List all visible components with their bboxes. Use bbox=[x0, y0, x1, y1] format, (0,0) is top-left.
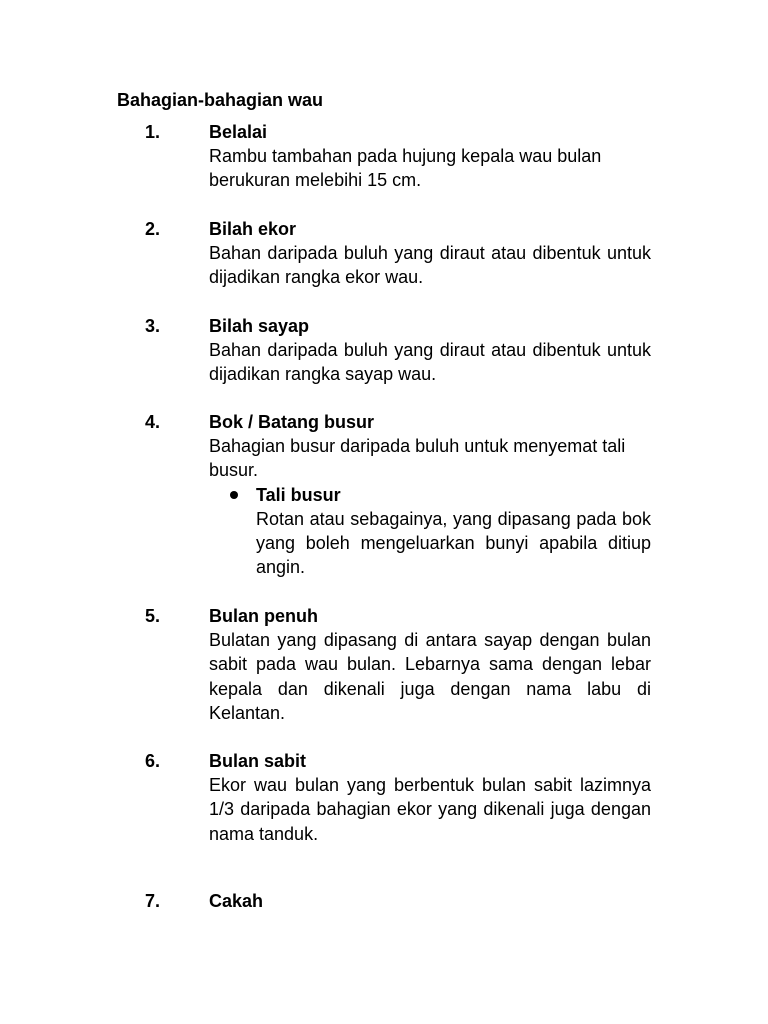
item-description: Rambu tambahan pada hujung kepala wau bulan berukuran melebihi 15 cm. bbox=[209, 146, 602, 191]
item-description: Ekor wau bulan yang berbentuk bulan sabit lazimnya 1/3 daripada bahagian ekor yang dikenali juga dengan nama tanduk. bbox=[209, 775, 651, 844]
item-body bbox=[209, 120, 651, 193]
item-body bbox=[209, 410, 651, 579]
item-heading: Bok / Batang busur bbox=[209, 412, 375, 432]
item-number: 3. bbox=[145, 316, 161, 336]
item-number: 6. bbox=[145, 751, 161, 771]
item-heading: Belalai bbox=[209, 122, 268, 142]
item-number: 7. bbox=[145, 891, 161, 911]
item-number: 5. bbox=[145, 606, 161, 626]
item-description: Bahan daripada buluh yang diraut atau dibentuk untuk dijadikan rangka sayap wau. bbox=[209, 340, 651, 385]
item-description: Bahan daripada buluh yang diraut atau dibentuk untuk dijadikan rangka ekor wau. bbox=[209, 243, 651, 288]
sub-item-tali-busur bbox=[209, 483, 651, 580]
bullet-icon bbox=[230, 491, 238, 499]
item-heading: Bulan sabit bbox=[209, 751, 307, 771]
item-number: 4. bbox=[145, 412, 161, 432]
item-number: 1. bbox=[145, 122, 161, 142]
item-number: 2. bbox=[145, 219, 161, 239]
item-body bbox=[209, 604, 651, 725]
sub-item-heading: Tali busur bbox=[256, 484, 341, 505]
item-description: Bulatan yang dipasang di antara sayap dengan bulan sabit pada wau bulan. Lebarnya sama dengan lebar kepala dan dikenali juga dengan nama labu di Kelantan. bbox=[209, 630, 651, 723]
document-title: Bahagian-bahagian wau bbox=[117, 90, 324, 110]
item-heading: Bulan penuh bbox=[209, 606, 318, 626]
item-heading: Bilah sayap bbox=[209, 316, 310, 336]
item-body bbox=[209, 889, 651, 913]
item-body bbox=[209, 314, 651, 387]
item-heading: Cakah bbox=[209, 891, 264, 911]
item-body bbox=[209, 217, 651, 290]
item-body bbox=[209, 749, 651, 846]
item-description: Bahagian busur daripada buluh untuk menyemat tali busur. bbox=[209, 436, 626, 481]
sub-item-description: Rotan atau sebagainya, yang dipasang pada bok yang boleh mengeluarkan bunyi apabila ditiup angin. bbox=[256, 508, 651, 578]
item-heading: Bilah ekor bbox=[209, 219, 297, 239]
